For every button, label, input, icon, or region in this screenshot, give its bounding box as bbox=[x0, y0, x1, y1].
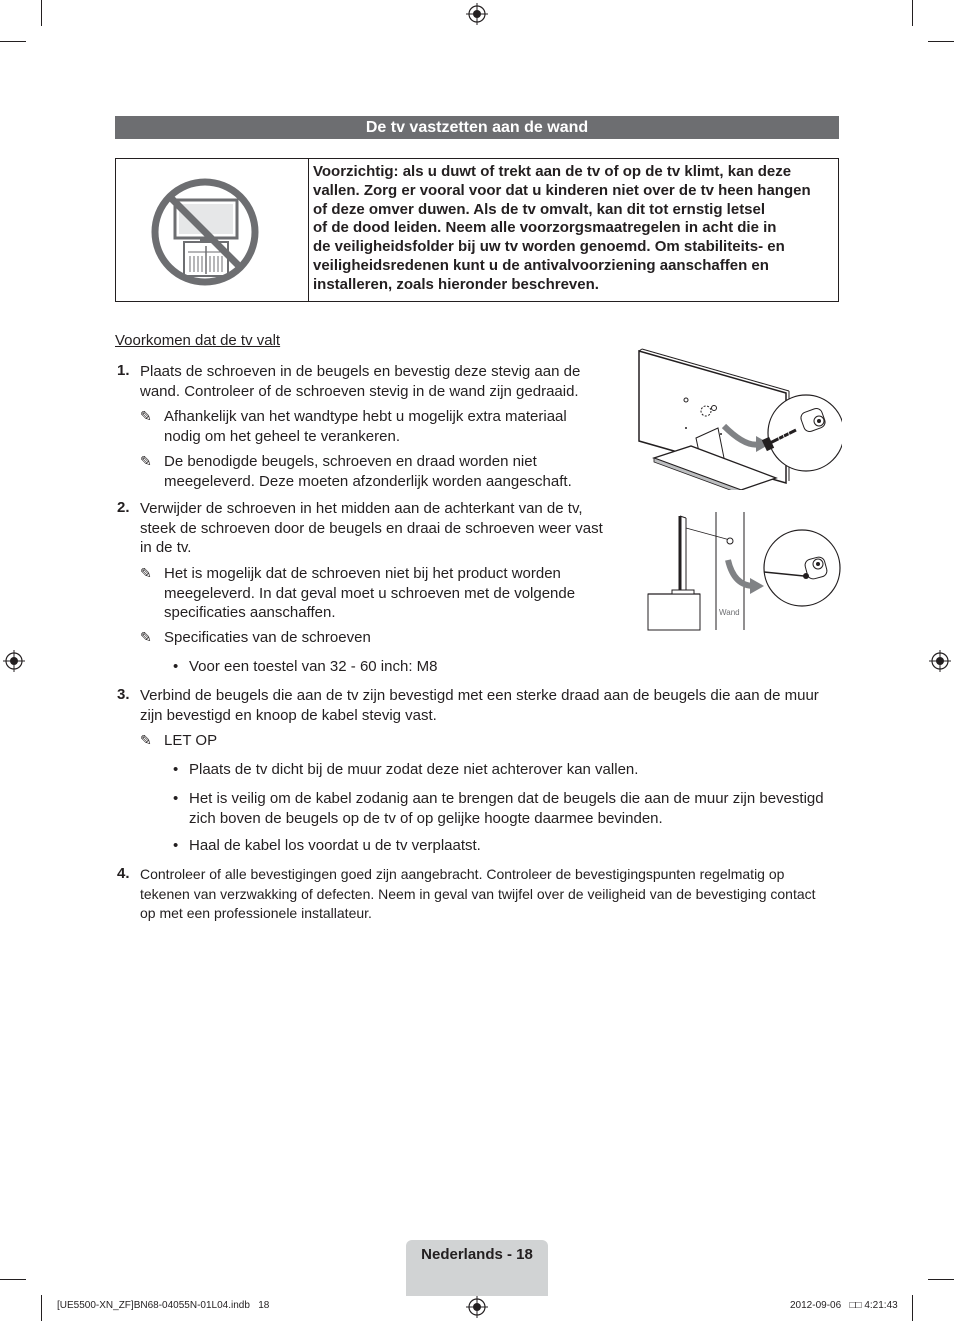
crop-mark bbox=[928, 1279, 954, 1280]
step-number: 4. bbox=[117, 865, 130, 882]
warning-line: installeren, zoals hieronder beschreven. bbox=[313, 275, 599, 293]
bullet-symbol: • bbox=[173, 837, 179, 854]
step-number: 1. bbox=[117, 362, 130, 379]
note-line: meegeleverd. In dat geval moet u schroeven met de volgende bbox=[164, 584, 576, 602]
wall-cord-illustration bbox=[646, 510, 842, 632]
page-label: Nederlands - 18 bbox=[421, 1246, 533, 1263]
bullet-line: Het is veilig om de kabel zodanig aan te brengen dat de beugels die aan de muur zijn bevestigd bbox=[189, 790, 824, 807]
tv-bracket-illustration bbox=[636, 348, 842, 490]
registration-mark-icon bbox=[929, 650, 951, 672]
warning-line: of de dood leiden. Neem alle voorzorgsmaatregelen in acht die in bbox=[313, 219, 777, 237]
note-text bbox=[164, 452, 604, 491]
bullet-text: Voor een toestel van 32 - 60 inch: M8 bbox=[189, 658, 438, 675]
note-icon: ✎ bbox=[140, 565, 152, 581]
subheading: Voorkomen dat de tv valt bbox=[115, 332, 281, 349]
crop-mark bbox=[912, 1295, 913, 1321]
note-icon: ✎ bbox=[140, 453, 152, 469]
bullet-text: Plaats de tv dicht bij de muur zodat deze niet achterover kan vallen. bbox=[189, 761, 639, 778]
bullet-line: zich boven de beugels op de tv of op gelijke hoogte daarmee bevinden. bbox=[189, 809, 663, 827]
print-info-right: 2012-09-06 □□ 4:21:43 bbox=[790, 1300, 898, 1311]
bullet-text: Haal de kabel los voordat u de tv verplaatst. bbox=[189, 837, 481, 854]
note-line: De benodigde beugels, schroeven en draad worden niet bbox=[164, 453, 537, 470]
no-tv-climb-icon bbox=[148, 176, 262, 288]
step-number: 2. bbox=[117, 499, 130, 516]
step-line: zijn bevestigd en knoop de kabel stevig vast. bbox=[140, 706, 437, 724]
warning-line: veiligheidsredenen kunt u de antivalvoorziening aanschaffen en bbox=[313, 256, 769, 274]
step-line: Plaats de schroeven in de beugels en bevestig deze stevig aan de bbox=[140, 363, 581, 380]
step-line: in de tv. bbox=[140, 539, 192, 556]
warning-line: Voorzichtig: als u duwt of trekt aan de tv of op de tv klimt, kan deze bbox=[313, 163, 792, 180]
step-text bbox=[140, 362, 610, 401]
note-line: nodig om het geheel te verankeren. bbox=[164, 427, 400, 445]
registration-mark-icon bbox=[466, 3, 488, 25]
note-text: Specificaties van de schroeven bbox=[164, 629, 371, 646]
print-info-left: [UE5500-XN_ZF]BN68-04055N-01L04.indb 18 bbox=[57, 1300, 270, 1311]
bullet-symbol: • bbox=[173, 790, 179, 807]
bullet-text bbox=[189, 789, 849, 828]
warning-line: de veiligheidsfolder bij uw tv worden genoemd. Om stabiliteits- en bbox=[313, 238, 785, 256]
section-title: De tv vastzetten aan de wand bbox=[115, 116, 839, 139]
step-line: steek de schroeven door de beugels en draai de schroeven weer vast bbox=[140, 519, 603, 537]
step-line: Controleer of alle bevestigingen goed zijn aangebracht. Controleer de bevestigingspunten regelmatig op bbox=[140, 866, 785, 882]
note-line: Afhankelijk van het wandtype hebt u mogelijk extra materiaal bbox=[164, 408, 567, 425]
wall-label: Wand bbox=[719, 608, 740, 617]
registration-mark-icon bbox=[466, 1296, 488, 1318]
warning-line: vallen. Zorg er vooral voor dat u kinderen niet over de tv heen hangen bbox=[313, 181, 811, 199]
warning-line: of deze omver duwen. Als de tv omvalt, kan dit tot ernstig letsel bbox=[313, 200, 766, 218]
note-text bbox=[164, 407, 604, 446]
step-line: Verwijder de schroeven in het midden aan de achterkant van de tv, bbox=[140, 500, 583, 517]
crop-mark bbox=[41, 1295, 42, 1321]
note-line: meegeleverd. Deze moeten afzonderlijk worden aangeschaft. bbox=[164, 472, 572, 490]
note-icon: ✎ bbox=[140, 408, 152, 424]
crop-mark bbox=[0, 41, 26, 42]
bullet-symbol: • bbox=[173, 761, 179, 778]
step-number: 3. bbox=[117, 686, 130, 703]
warning-divider bbox=[308, 158, 309, 302]
warning-text bbox=[313, 163, 833, 295]
note-text bbox=[164, 564, 604, 623]
note-icon: ✎ bbox=[140, 732, 152, 748]
note-text: LET OP bbox=[164, 732, 218, 749]
step-line: wand. Controleer of de schroeven stevig in de wand zijn gedraaid. bbox=[140, 382, 579, 400]
step-line: tekenen van verzwakking of defecten. Neem in geval van twijfel over de veiligheid van de bevestiging contact bbox=[140, 885, 816, 902]
registration-mark-icon bbox=[3, 650, 25, 672]
step-text bbox=[140, 865, 850, 924]
step-line: op met een professionele installateur. bbox=[140, 905, 372, 921]
step-line: Verbind de beugels die aan de tv zijn bevestigd met een sterke draad aan de beugels die aan de muur bbox=[140, 687, 819, 704]
step-text bbox=[140, 499, 615, 558]
note-line: Het is mogelijk dat de schroeven niet bij het product worden bbox=[164, 565, 561, 582]
crop-mark bbox=[912, 0, 913, 26]
step-text bbox=[140, 686, 850, 725]
note-icon: ✎ bbox=[140, 629, 152, 645]
note-line: specificaties aanschaffen. bbox=[164, 604, 336, 621]
bullet-symbol: • bbox=[173, 658, 179, 675]
crop-mark bbox=[928, 41, 954, 42]
crop-mark bbox=[41, 0, 42, 26]
crop-mark bbox=[0, 1279, 26, 1280]
